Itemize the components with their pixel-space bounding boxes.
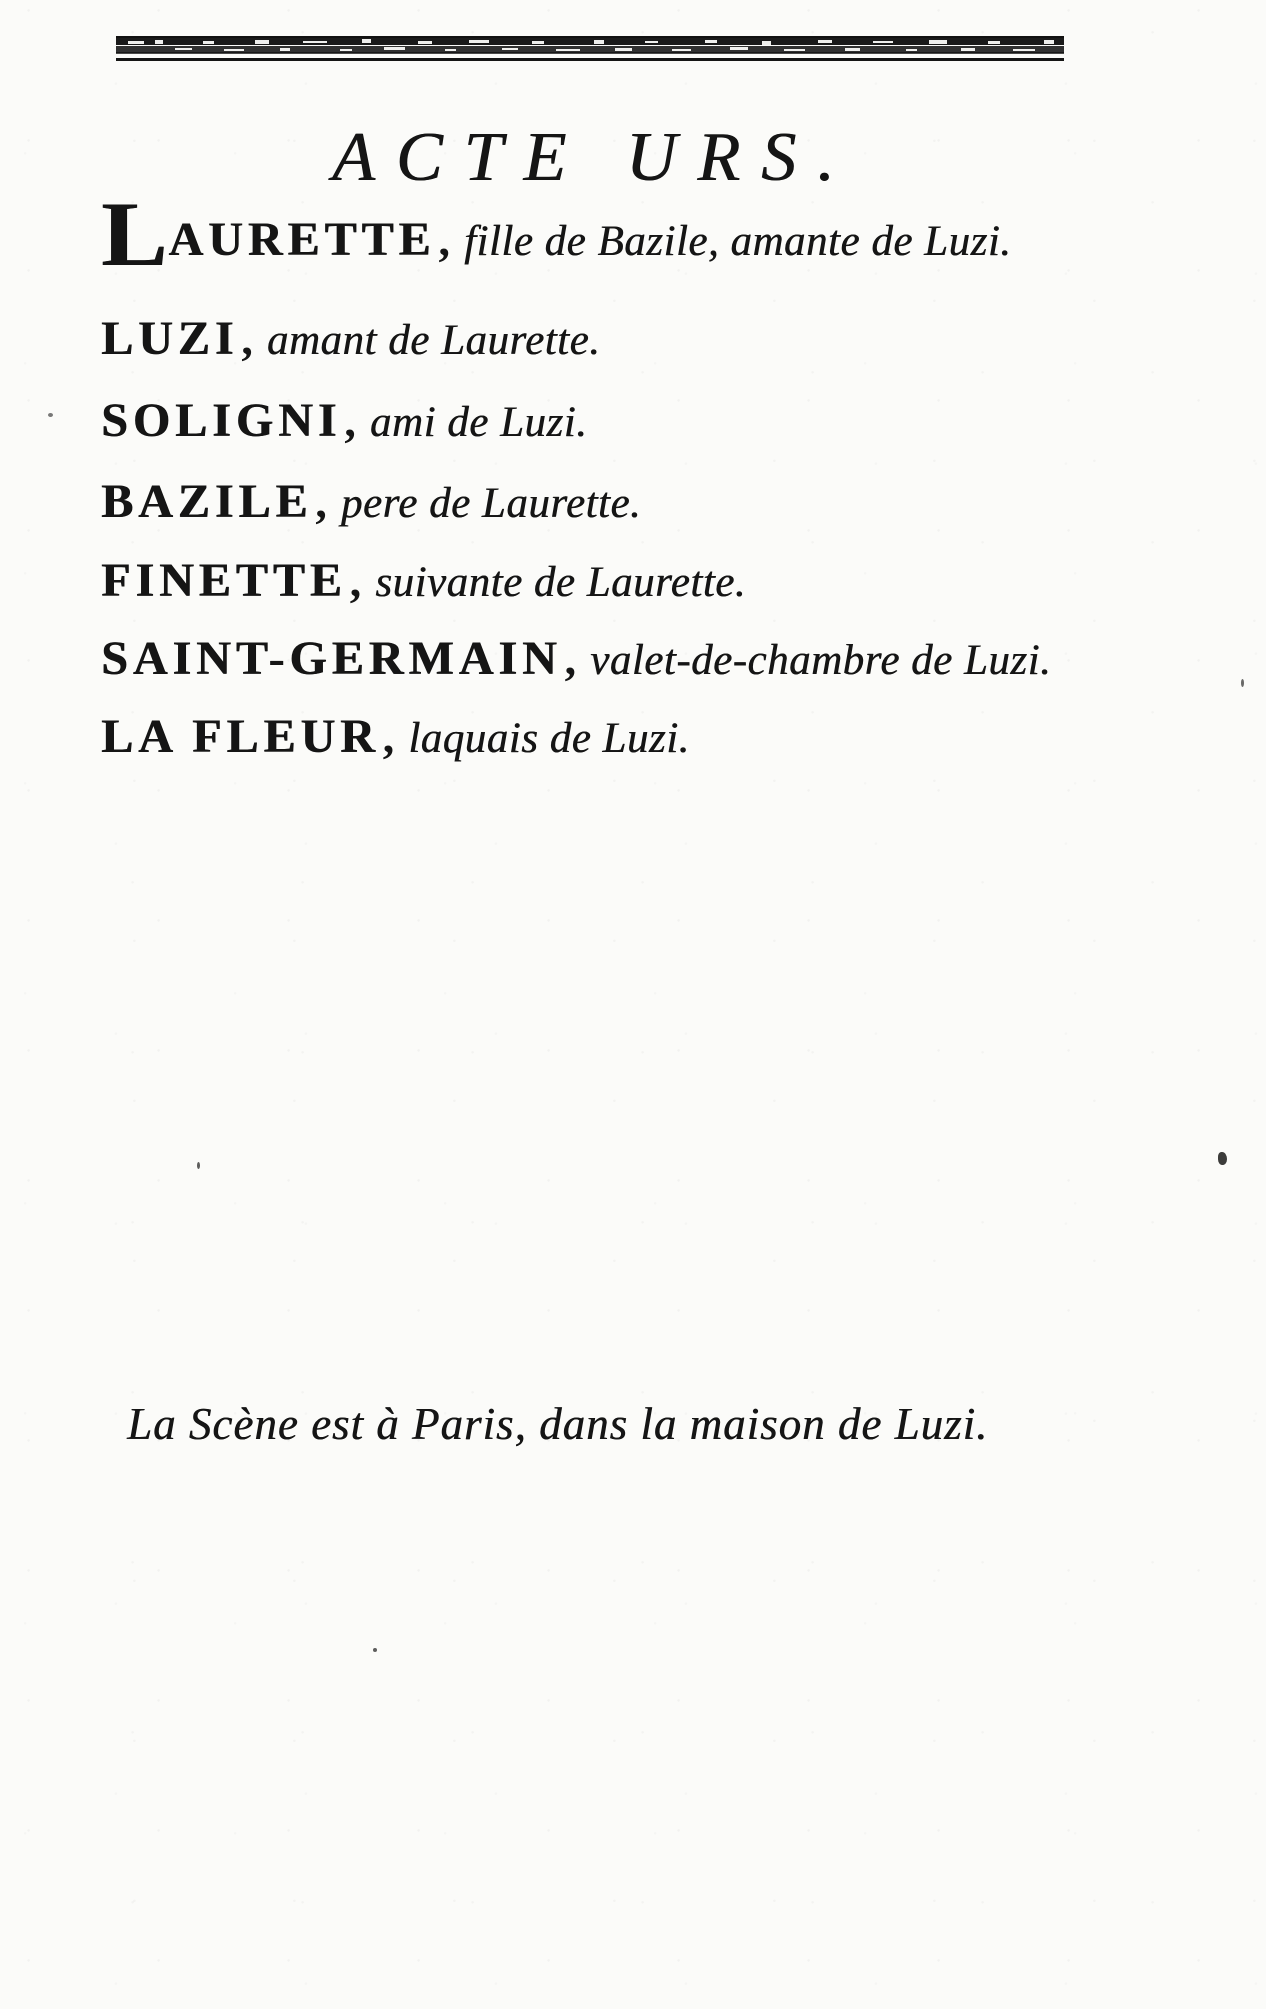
character-description: pere de Laurette.: [340, 480, 642, 527]
character-description: suivante de Laurette.: [375, 559, 746, 606]
character-name: FINETTE: [101, 554, 347, 607]
character-name: BAZILE: [101, 475, 313, 528]
ornament-band-icon: [116, 31, 1064, 65]
drop-cap-initial: L: [101, 183, 173, 285]
character-description: valet-de-chambre de Luzi.: [590, 637, 1052, 684]
character-name: [101, 183, 436, 285]
print-speck-icon: [1218, 1152, 1227, 1165]
cast-entry-la-fleur: [101, 710, 690, 763]
name-separator: ,: [344, 395, 356, 446]
character-description: amant de Laurette.: [266, 317, 601, 364]
cast-entry-saint-germain: [101, 632, 1052, 685]
cast-entry-laurette: [101, 183, 1012, 285]
name-separator: ,: [315, 476, 327, 527]
character-description: ami de Luzi.: [369, 399, 588, 446]
character-name-rest: AURETTE: [168, 213, 436, 266]
character-name: LA FLEUR: [101, 710, 380, 763]
name-separator: ,: [564, 633, 577, 684]
cast-entry-luzi: [101, 312, 601, 365]
scene-location-note: La Scène est à Paris, dans la maison de Luzi.: [127, 1399, 989, 1449]
cast-entry-finette: [101, 554, 746, 607]
character-name: SOLIGNI: [101, 394, 342, 447]
name-separator: ,: [349, 555, 362, 606]
name-separator: ,: [382, 711, 395, 762]
cast-entry-soligni: [101, 394, 588, 447]
name-separator: ,: [438, 214, 450, 265]
character-name: LUZI: [101, 312, 239, 365]
print-speck-icon: [373, 1648, 377, 1652]
character-name: SAINT-GERMAIN: [101, 632, 562, 685]
cast-heading: ACTE URS.: [332, 119, 856, 196]
cast-entry-bazile: [101, 475, 642, 528]
print-speck-icon: [1241, 679, 1244, 687]
character-description: laquais de Luzi.: [408, 715, 690, 762]
print-speck-icon: [197, 1162, 200, 1169]
print-speck-icon: [48, 413, 53, 417]
character-description: fille de Bazile, amante de Luzi.: [463, 218, 1012, 265]
name-separator: ,: [241, 313, 253, 364]
decorative-top-ornament: [116, 31, 1064, 65]
